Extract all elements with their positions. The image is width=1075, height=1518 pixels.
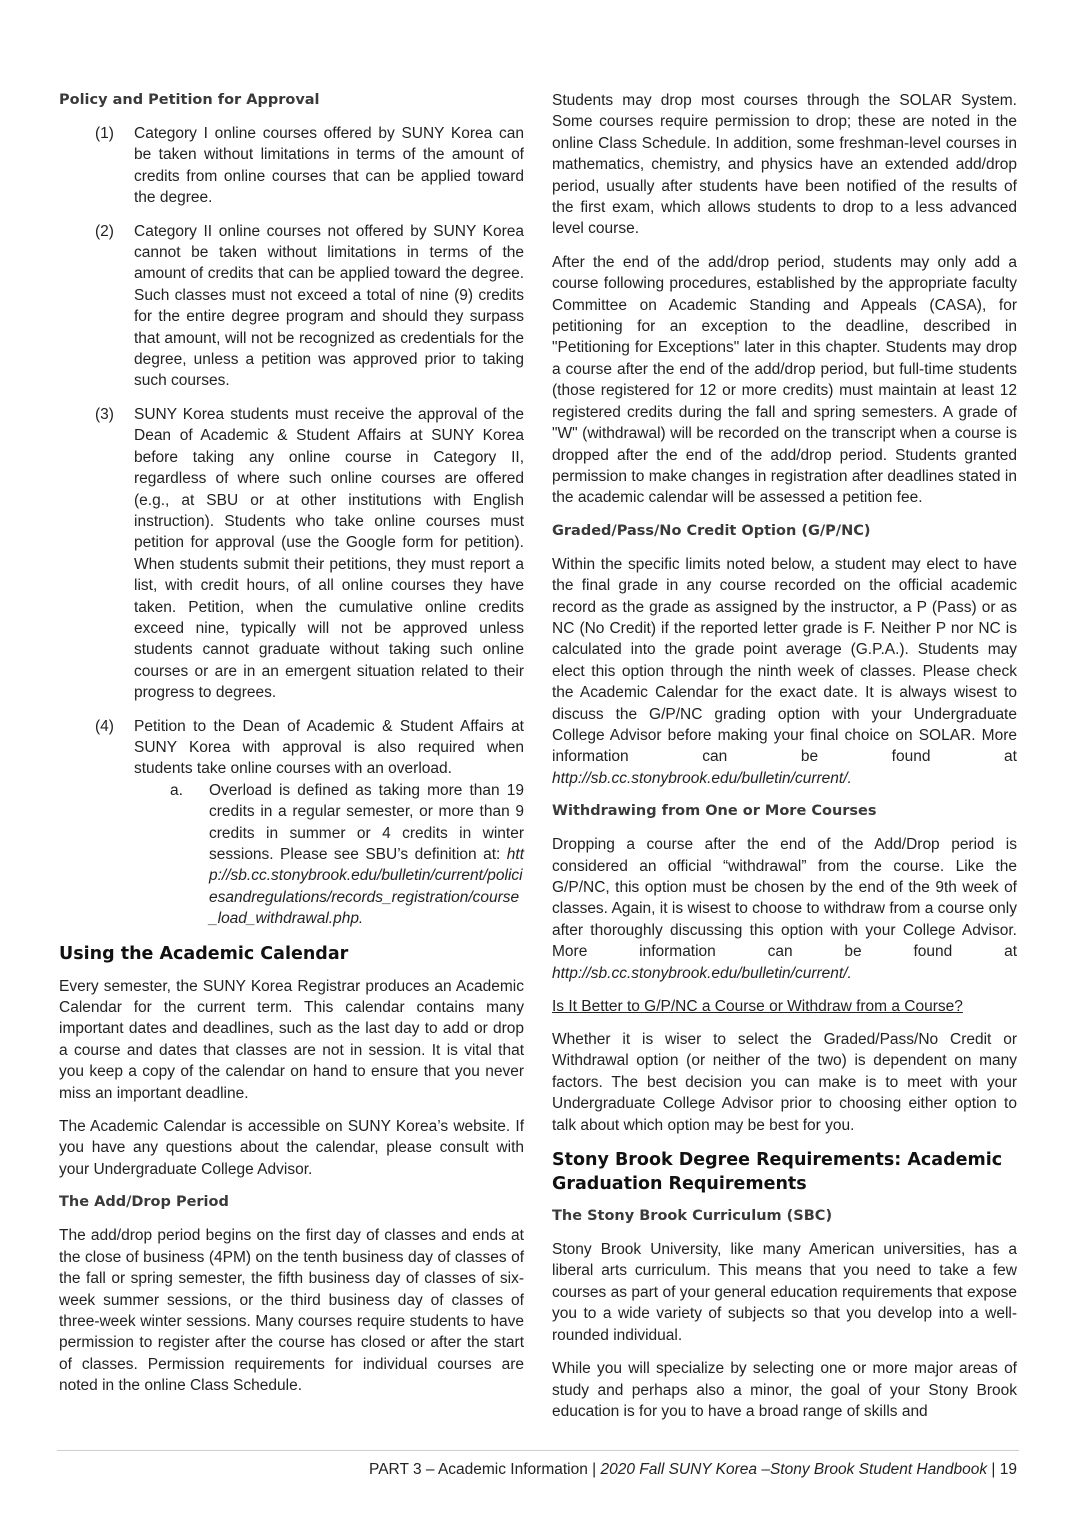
gpnc-bulletin-link[interactable]: http://sb.cc.stonybrook.edu/bulletin/current/. [552, 769, 852, 787]
list-item [59, 404, 524, 704]
list-item-text: Category I online courses offered by SUNY Korea can be taken without limitations in terms of the amount of credits from online courses that can be applied toward the degree. [134, 125, 524, 207]
calendar-paragraph-2: The Academic Calendar is accessible on SUNY Korea’s website. If you have any questions about the calendar, please consult with your Undergraduate College Advisor. [59, 1118, 524, 1178]
list-item [59, 123, 524, 209]
gpnc-text: Within the specific limits noted below, a student may elect to have the final grade in any course recorded on the official academic record as the grade as assigned by the instructor, a P (Pass) or as NC (No Credit) if the reported letter grade is F. Neither P nor NC is calculated into the grade point average (G.P.A.). Students may elect this option through the ninth week of classes. Please check the Academic Calendar for the exact date. It is always wisest to discuss the G/P/NC grading option with your Undergraduate College Advisor before making your final choice on SOLAR. More information can be found at [552, 555, 1017, 766]
policy-list [59, 123, 524, 930]
withdraw-paragraph [552, 834, 1017, 984]
left-column [59, 90, 524, 1409]
sub-item-text: Overload is defined as taking more than 19 credits in a regular semester, or more than 9 credits in summer or 4 credits in winter sessions. Please see SBU’s definition at: [209, 781, 524, 863]
list-item [59, 221, 524, 392]
sbc-paragraph-1: Stony Brook University, like many American universities, has a liberal arts curriculum. This means that you need to take a few courses as part of your general education requirements that expose you to a wide variety of subjects so that you develop into a well-rounded individual. [552, 1241, 1017, 1344]
adddrop-paragraph: The add/drop period begins on the first day of classes and ends at the close of business (4PM) on the tenth business day of classes of the fall or spring semester, the fifth business day of classes of six-week summer sessions, or the third business day of classes of three-week winter sessions. Many courses require students to have permission to register after the course has closed or after the start of classes. Permission requirements for individual courses are noted in the online Class Schedule. [59, 1227, 524, 1395]
gpnc-paragraph [552, 554, 1017, 789]
sub-list-marker: a. [170, 781, 183, 799]
list-item-text: Petition to the Dean of Academic & Student Affairs at SUNY Korea with approval is also required when students take online courses with an overload. [134, 717, 524, 778]
sbu-definition-link[interactable]: http://sb.cc.stonybrook.edu/bulletin/current/policiesandregulations/records_registration/course_load_withdrawal.php. [209, 846, 524, 928]
withdraw-heading: Withdrawing from One or More Courses [552, 803, 877, 820]
list-item-text: Category II online courses not offered by SUNY Korea cannot be taken without limitations in terms of the amount of credits that can be applied toward the degree. Such classes must not exceed a total of nine (9) credits for the entire degree program and should they surpass that amount, will not be recognized as credentials for the degree, unless a petition was approved prior to taking such courses. [134, 222, 524, 390]
list-item [59, 716, 524, 930]
sub-list-item-text [209, 780, 524, 930]
list-marker: (2) [95, 222, 114, 240]
withdraw-bulletin-link[interactable]: http://sb.cc.stonybrook.edu/bulletin/current/. [552, 964, 852, 982]
better-paragraph: Whether it is wiser to select the Graded/Pass/No Credit or Withdrawal option (or neither of the two) is dependent on many factors. The best decision you can make is to meet with your Undergraduate College Advisor prior to choosing either option to talk about which option may be best for you. [552, 1031, 1017, 1134]
better-heading: Is It Better to G/P/NC a Course or Withdraw from a Course? [552, 998, 963, 1016]
footer-separator: | [991, 1461, 996, 1478]
footer-rule [57, 1450, 1019, 1451]
footer-part: PART 3 – Academic Information | [369, 1461, 597, 1478]
gpnc-heading: Graded/Pass/No Credit Option (G/P/NC) [552, 522, 871, 539]
withdraw-text: Dropping a course after the end of the Add/Drop period is considered an official “withdrawal” from the course. Like the G/P/NC, this option must be chosen by the end of the 9th week of classes. Again, it is wisest to choose to withdraw from a course only after thoroughly discussing this option with your College Advisor. More information can be found at [552, 836, 1017, 961]
policy-heading: Policy and Petition for Approval [59, 92, 320, 108]
list-marker: (4) [95, 717, 114, 735]
list-marker: (1) [95, 125, 114, 142]
sbc-heading: The Stony Brook Curriculum (SBC) [552, 1208, 833, 1225]
right-column [552, 90, 1017, 1434]
calendar-paragraph-1: Every semester, the SUNY Korea Registrar produces an Academic Calendar for the current term. This calendar contains many important dates and deadlines, such as the last day to add or drop a course and dates that classes are not in session. It is vital that you keep a copy of the calendar on hand to ensure that you never miss an important deadline. [59, 977, 524, 1102]
calendar-heading: Using the Academic Calendar [59, 943, 349, 964]
page-footer [369, 1460, 1017, 1480]
sbc-paragraph-2: While you will specialize by selecting one or more major areas of study and perhaps also a minor, the goal of your Stony Brook education is for you to have a broad range of skills and [552, 1360, 1017, 1420]
drop-paragraph: Students may drop most courses through the SOLAR System. Some courses require permission to drop; these are noted in the online Class Schedule. In addition, some freshman-level courses in mathematics, chemistry, and physics have an extended add/drop period, usually after students have been notified of the results of the first exam, which allows students to drop to a less advanced level course. [552, 92, 1017, 238]
sub-list-item [59, 780, 524, 930]
list-marker: (3) [95, 405, 114, 423]
page-number: 19 [999, 1461, 1017, 1478]
adddrop-heading: The Add/Drop Period [59, 1194, 229, 1211]
after-adddrop-paragraph: After the end of the add/drop period, students may only add a course following procedures, established by the appropriate faculty Committee on Academic Standing and Appeals (CASA), for petitioning for an exception to the deadline, described in "Petitioning for Exceptions" later in this chapter. Students may drop a course after the end of the add/drop period, but full-time students (those registered for 12 or more credits) must maintain at least 12 registered credits during the fall and spring semesters. A grade of "W" (withdrawal) will be recorded on the transcript when a course is dropped after the end of the add/drop period. Students granted permission to make changes in registration after deadlines stated in the academic calendar will be assessed a petition fee. [552, 253, 1017, 507]
footer-title: 2020 Fall SUNY Korea –Stony Brook Student Handbook [600, 1461, 988, 1478]
degree-heading: Stony Brook Degree Requirements: Academic Graduation Requirements [552, 1150, 1003, 1195]
list-item-text: SUNY Korea students must receive the approval of the Dean of Academic & Student Affairs at SUNY Korea before taking any online course in Category II, regardless of where such online courses are offered (e.g., at SBU or at other institutions with English instruction). Students who take online courses must petition for approval (use the Google form for petition). When students submit their petitions, they must report a list, with credit hours, of all online courses they have taken. Petition, when the cumulative online credits exceed nine, typically will not be approved unless students cannot graduate without taking such online courses or are in an emergent situation related to their progress to degrees. [134, 405, 524, 702]
